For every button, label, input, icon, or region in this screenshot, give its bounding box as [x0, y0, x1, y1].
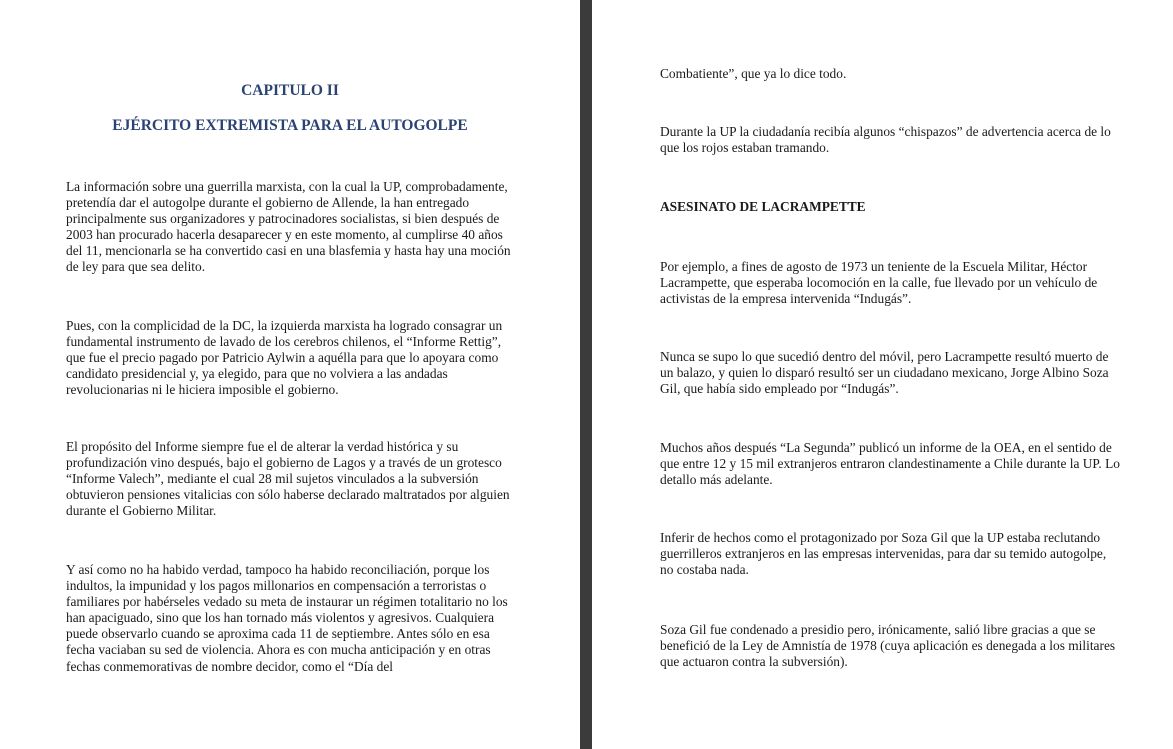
paragraph: Pues, con la complicidad de la DC, la izquierda marxista ha logrado consagrar un fundamental instrumento de lavado de los cerebros chilenos, el “Informe Rettig”, que fue el precio pagado por Patricio Aylwin a aquélla para que lo apoyara como candidato presidencial y, ya elegido, para que no volviera a las andadas revolucionarias ni le hiciera imposible el gobierno. [66, 318, 503, 398]
section-heading: ASESINATO DE LACRAMPETTE [660, 199, 866, 214]
paragraph: Por ejemplo, a fines de agosto de 1973 un teniente de la Escuela Militar, Héctor Lacrampette, que esperaba locomoción en la calle, fue llevado por un vehículo de activistas de la empresa intervenida “Indugás”. [660, 259, 1098, 307]
paragraph: Nunca se supo lo que sucedió dentro del móvil, pero Lacrampette resultó muerto de un balazo, y quien lo disparó resultó ser un ciudadano mexicano, Jorge Albino Soza Gil, que había sido empleado por “Indugás”. [660, 349, 1109, 397]
paragraph: Y así como no ha habido verdad, tampoco ha habido reconciliación, porque los indultos, la impunidad y los pagos millonarios en compensación a terroristas o familiares por habérseles vedado su meta de instaurar un régimen totalitario no los han apaciguado, sino que los han tornado más violentos y agresivos. Cualquiera puede observarlo cuando se aproxima cada 11 de septiembre. Antes sólo en esa fecha vaciaban su sed de violencia. Ahora es con mucha anticipación y en otras fechas conmemorativas de nombre decidor, como el “Día del [66, 562, 508, 674]
paragraph: Muchos años después “La Segunda” publicó un informe de la OEA, en el sentido de que entre 12 y 15 mil extranjeros entraron clandestinamente a Chile durante la UP. Lo detallo más adelante. [660, 440, 1120, 488]
paragraph: La información sobre una guerrilla marxista, con la cual la UP, comprobadamente, pretendía dar el autogolpe durante el gobierno de Allende, la han entregado principalmente sus organizadores y patrocinadores socialistas, si bien después de 2003 han procurado hacerla desaparecer y en este momento, al cumplirse 40 años del 11, mencionarla se ha convertido casi en una blasfemia y hasta hay una moción de ley para que sea delito. [66, 179, 511, 275]
paragraph: Durante la UP la ciudadanía recibía algunos “chispazos” de advertencia acerca de lo que los rojos estaban tramando. [660, 124, 1111, 156]
paragraph: Combatiente”, que ya lo dice todo. [660, 66, 847, 81]
page-gutter [580, 0, 592, 749]
paragraph: Inferir de hechos como el protagonizado por Soza Gil que la UP estaba reclutando guerrilleros extranjeros en las empresas intervenidas, para dar su temido autogolpe, no costaba nada. [660, 530, 1107, 578]
left-page [0, 0, 580, 749]
chapter-subtitle: EJÉRCITO EXTREMISTA PARA EL AUTOGOLPE [112, 117, 468, 134]
right-page [592, 0, 1173, 749]
chapter-title: CAPITULO II [241, 82, 339, 99]
paragraph: Soza Gil fue condenado a presidio pero, irónicamente, salió libre gracias a que se benefició de la Ley de Amnistía de 1978 (cuya aplicación es denegada a los militares que actuaron contra la subversión). [660, 622, 1116, 670]
paragraph: El propósito del Informe siempre fue el de alterar la verdad histórica y su profundización vino después, bajo el gobierno de Lagos y a través de un grotesco “Informe Valech”, mediante el cual 28 mil sujetos vinculados a la subversión obtuvieron pensiones vitalicias con sólo haberse declarado maltratados por alguien durante el Gobierno Militar. [66, 439, 510, 519]
